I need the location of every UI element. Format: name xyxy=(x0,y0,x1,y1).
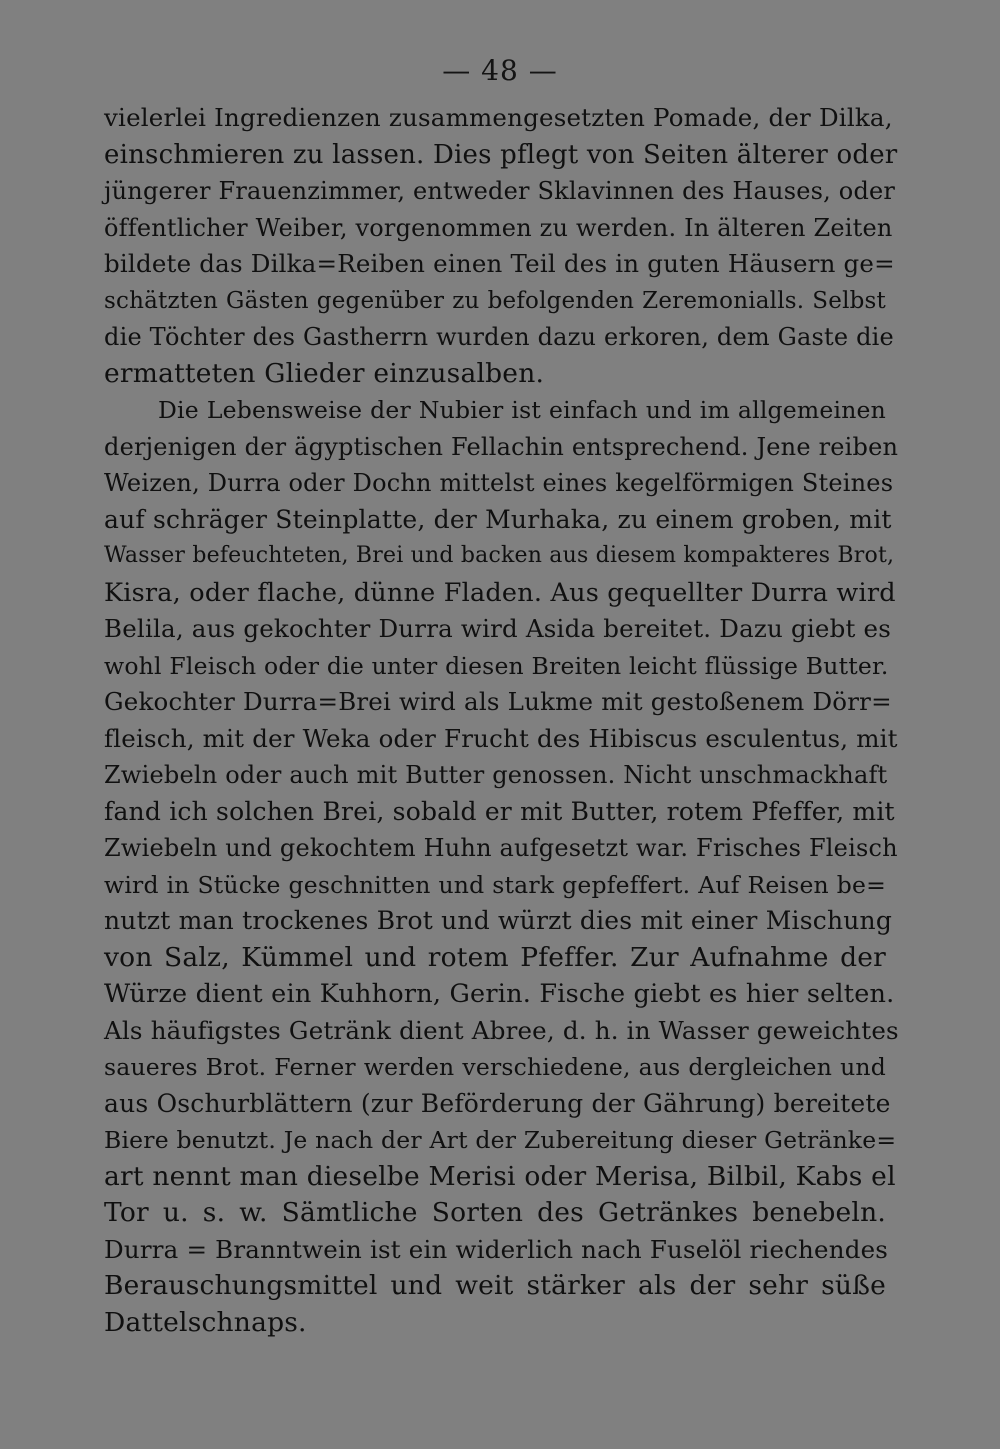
text-line: Die Lebensweise der Nubier ist einfach und im allgemeinen xyxy=(158,396,886,424)
text-line: Dattelschnaps. xyxy=(104,1306,307,1338)
text-line: nutzt man trockenes Brot und würzt dies mit einer Mischung xyxy=(104,906,893,935)
text-line: Kisra, oder flache, dünne Fladen. Aus gequellter Durra wird xyxy=(104,577,896,608)
text-line: Berauschungsmittel und weit stärker als der sehr süße xyxy=(104,1270,886,1301)
text-line: aus Oschurblättern (zur Beförderung der Gährung) bereitete xyxy=(104,1088,891,1118)
text-line: Belila, aus gekochter Durra wird Asida bereitet. Dazu giebt es xyxy=(104,614,891,643)
text-line: art nennt man dieselbe Merisi oder Merisa, Bilbil, Kabs el xyxy=(104,1160,896,1192)
text-line: auf schräger Steinplatte, der Murhaka, zu einem groben, mit xyxy=(104,504,892,534)
text-line: ermatteten Glieder einzusalben. xyxy=(104,357,545,389)
text-line: Weizen, Durra oder Dochn mittelst eines kegelförmigen Steines xyxy=(104,469,894,497)
text-line: Tor u. s. w. Sämtliche Sorten des Getränkes benebeln. xyxy=(104,1197,886,1228)
text-line: derjenigen der ägyptischen Fellachin entsprechend. Jene reiben xyxy=(104,432,899,461)
text-line: bildete das Dilka=Reiben einen Teil des in guten Häusern ge= xyxy=(104,249,895,278)
text-line: Gekochter Durra=Brei wird als Lukme mit gestoßenem Dörr= xyxy=(104,687,892,716)
text-line: wird in Stücke geschnitten und stark gepfeffert. Auf Reisen be= xyxy=(104,870,886,899)
text-line: fand ich solchen Brei, sobald er mit Butter, rotem Pfeffer, mit xyxy=(104,796,895,826)
text-line: Wasser befeuchteten, Brei und backen aus diesem kompakteres Brot, xyxy=(104,543,895,568)
text-line: öffentlicher Weiber, vorgenommen zu werden. In älteren Zeiten xyxy=(104,213,893,242)
page-number: — 48 — xyxy=(442,54,558,87)
text-line: Als häufigstes Getränk dient Abree, d. h. in Wasser geweichtes xyxy=(104,1015,899,1045)
text-line: von Salz, Kümmel und rotem Pfeffer. Zur Aufnahme der xyxy=(104,941,886,973)
text-line: einschmieren zu lassen. Dies pflegt von Seiten älterer oder xyxy=(104,139,898,170)
text-line: vielerlei Ingredienzen zusammengesetzten Pomade, der Dilka, xyxy=(104,103,893,132)
text-line: Biere benutzt. Je nach der Art der Zubereitung dieser Getränke= xyxy=(104,1126,897,1154)
text-line: wohl Fleisch oder die unter diesen Breiten leicht flüssige Butter. xyxy=(104,651,889,680)
body-text xyxy=(104,100,899,1341)
text-line: Zwiebeln und gekochtem Huhn aufgesetzt war. Frisches Fleisch xyxy=(104,834,898,862)
text-line: saueres Brot. Ferner werden verschiedene, aus dergleichen und xyxy=(104,1053,886,1081)
text-line: Durra = Branntwein ist ein widerlich nach Fuselöl riechendes xyxy=(104,1234,889,1264)
text-line: Würze dient ein Kuhhorn, Gerin. Fische giebt es hier selten. xyxy=(104,979,895,1009)
text-line: fleisch, mit der Weka oder Frucht des Hibiscus esculentus, mit xyxy=(104,723,898,753)
text-line: jüngerer Frauenzimmer, entweder Sklavinnen des Hauses, oder xyxy=(104,177,896,205)
text-line: die Töchter des Gastherrn wurden dazu erkoren, dem Gaste die xyxy=(104,323,894,351)
text-line: schätzten Gästen gegenüber zu befolgenden Zeremonialls. Selbst xyxy=(104,287,886,314)
text-line: Zwiebeln oder auch mit Butter genossen. Nicht unschmackhaft xyxy=(104,761,888,789)
